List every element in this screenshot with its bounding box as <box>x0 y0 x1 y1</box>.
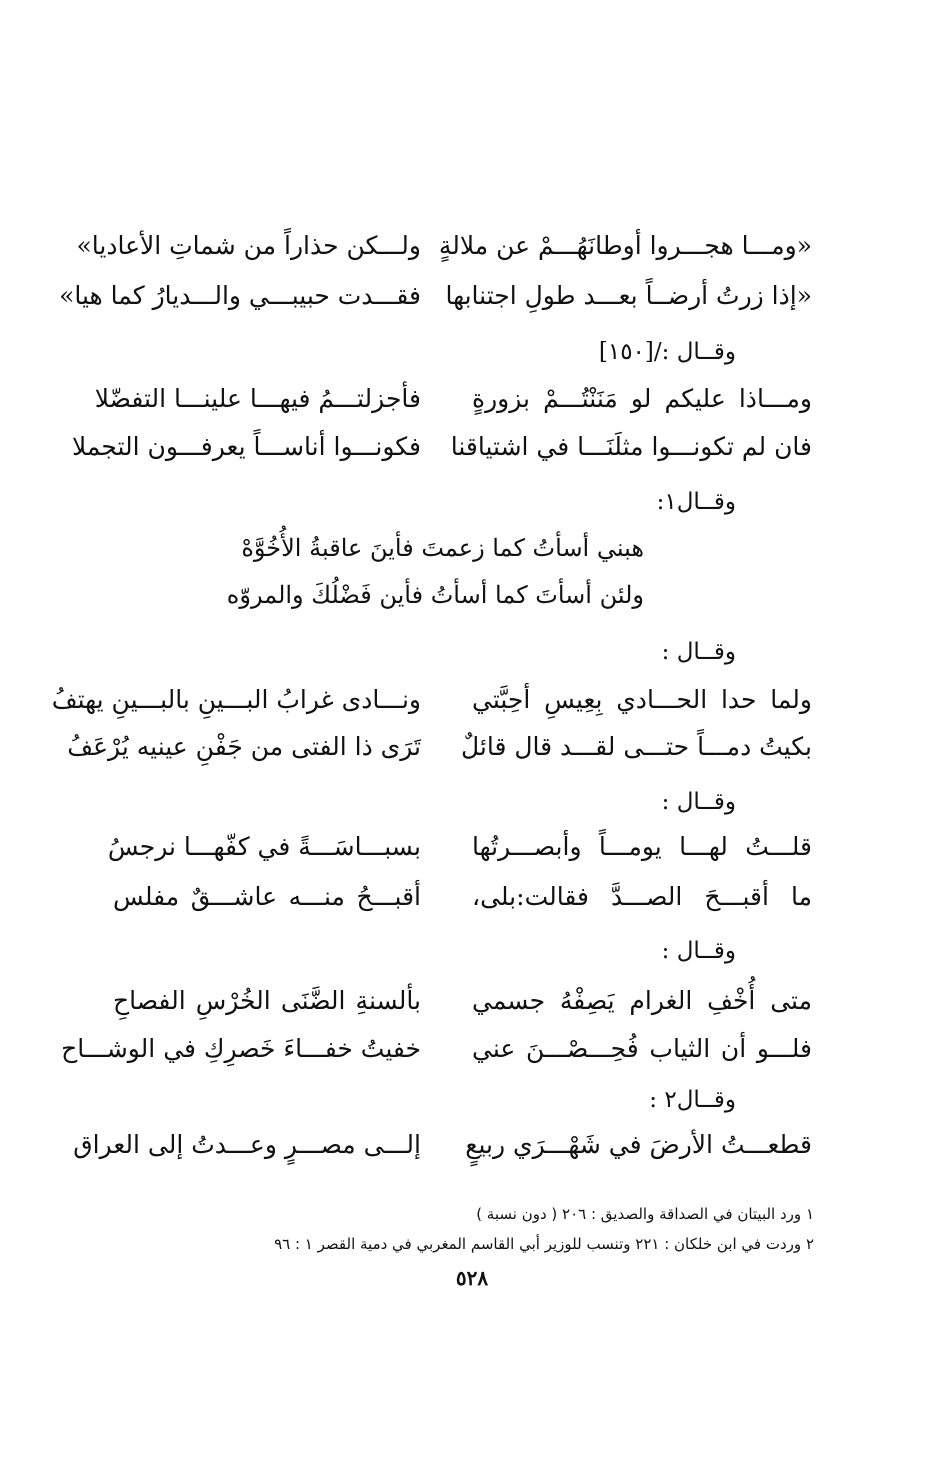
verse-left-hemistich: تَرَى ذا الفتى من جَفْنِ عينيه يُرْعَفُ <box>67 732 421 761</box>
verse-left-hemistich: ونـــادى غرابُ البـــينِ بالبـــينِ يهتفُ <box>51 685 421 714</box>
footnote: ٢ وردت في ابن خلكان : ٢٢١ وتنسب للوزير أبي القاسم المغربي في دمية القصر ١ : ٩٦ <box>274 1235 814 1253</box>
verse-left-hemistich: فكونـــوا أناســـاً يعرفـــون التجملا <box>72 432 421 461</box>
centered-verse: ولئن أسأتَ كما أسأتُ فأين فَضْلُكَ والمروّه <box>226 581 644 609</box>
section-heading: وقــال : <box>661 789 736 815</box>
verse-left-hemistich: ولـــكن حذاراً من شماتِ الأعاديا» <box>76 231 421 260</box>
section-heading: وقــال : <box>661 639 736 665</box>
section-heading: وقــال : <box>661 938 736 964</box>
verse-right-hemistich: قلـــتُ لهـــا يومـــاً وأبصـــرتُها <box>472 832 812 861</box>
section-heading: وقــال١: <box>656 489 736 515</box>
verse-right-hemistich: فان لم تكونـــوا مثلَنَـــا في اشتياقنا <box>450 432 812 461</box>
verse-right-hemistich: بكيتُ دمـــاً حتـــى لقـــد قال قائلٌ <box>460 732 812 761</box>
verse-left-hemistich: بسبـــاسَـــةً في كفّهـــا نرجسُ <box>107 832 421 861</box>
section-heading: وقــال٢ : <box>649 1087 736 1113</box>
verse-right-hemistich: ومـــاذا عليكم لو مَنَنْتُـــمْ بزورةٍ <box>472 384 812 413</box>
verse-left-hemistich: خفيتُ خفـــاءَ خَصرِكِ في الوشـــاح <box>61 1034 421 1063</box>
verse-right-hemistich: فلـــو أن الثياب فُحِـــصْـــنَ عني <box>472 1034 812 1063</box>
verse-left-hemistich: إلـــى مصـــرٍ وعـــدتُ إلى العراق <box>73 1130 421 1159</box>
verse-left-hemistich: بألسنةِ الضَّنَى الخُرْسِ الفصاحِ <box>113 986 421 1015</box>
verse-left-hemistich: أقبـــحُ منـــه عاشـــقٌ مفلس <box>113 882 421 911</box>
verse-left-hemistich: فقـــدت حبيبـــي والـــديارُ كما هيا» <box>59 281 421 310</box>
footnote: ١ ورد البيتان في الصداقة والصديق : ٢٠٦ ( دون نسبة ) <box>476 1205 814 1223</box>
verse-right-hemistich: ما أقبـــحَ الصـــدَّ فقالت:بلى، <box>472 882 812 911</box>
centered-verse: هبني أسأتُ كما زعمتَ فأينَ عاقبةُ الأُخُوَّهْ <box>241 534 644 562</box>
verse-right-hemistich: قطعـــتُ الأرضَ في شَهْـــرَي ربيعٍ <box>465 1130 812 1159</box>
section-heading: وقــال :/[١٥٠] <box>598 339 736 365</box>
verse-left-hemistich: فأجزلتـــمُ فيهـــا علينـــا التفضّلا <box>94 384 421 413</box>
verse-right-hemistich: ولما حدا الحـــادي بِعِيسِ أحِبَّتي <box>472 685 812 714</box>
page-number: ٥٢٨ <box>455 1266 489 1290</box>
verse-right-hemistich: «ومـــا هجـــروا أوطانَهُـــمْ عن ملالةٍ <box>438 231 812 260</box>
verse-right-hemistich: «إذا زرتُ أرضــاً بعـــد طولِ اجتنابها <box>445 281 812 310</box>
verse-right-hemistich: متى أُخْفِ الغرام يَصِفْهُ جسمي <box>472 986 812 1015</box>
